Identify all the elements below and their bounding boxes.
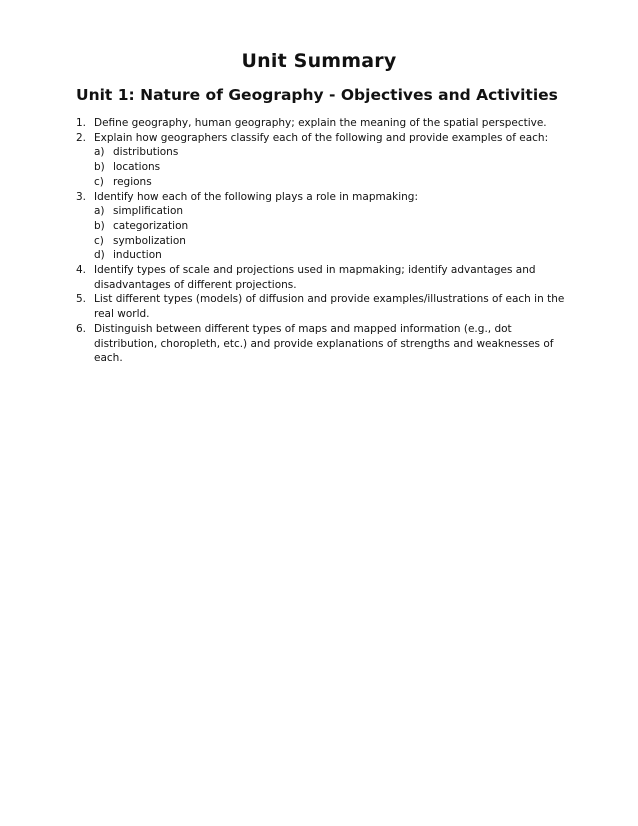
subitem-letter: c) — [94, 175, 104, 188]
objective-item — [76, 322, 576, 366]
objective-number: 4. — [76, 264, 87, 277]
objective-number: 1. — [76, 117, 87, 129]
subitem-text: simplification — [113, 205, 184, 218]
objective-subitem — [76, 248, 576, 263]
subitem-letter: a) — [94, 205, 105, 218]
subitem-letter: a) — [94, 146, 105, 159]
subitem-text: locations — [113, 161, 161, 174]
subitem-text: induction — [113, 249, 162, 262]
objective-text: Identify how each of the following plays a role in mapmaking: — [94, 190, 418, 203]
subitem-letter: b) — [94, 219, 105, 232]
objective-subitem — [76, 175, 576, 190]
objective-number: 3. — [76, 190, 87, 203]
objective-text: List different types (models) of diffusion and provide examples/illustrations of each in the real world. — [94, 293, 565, 321]
subitem-text: symbolization — [113, 234, 186, 247]
objectives-list — [76, 116, 576, 366]
subitem-text: distributions — [113, 146, 179, 159]
objective-item — [76, 116, 576, 131]
unit-heading: Unit 1: Nature of Geography - Objectives and Activities — [76, 86, 558, 104]
objective-number: 5. — [76, 293, 87, 306]
objective-text: Distinguish between different types of maps and mapped information (e.g., dot distribution, choropleth, etc.) and provide explanations of strengths and weaknesses of each. — [94, 322, 554, 365]
subitem-letter: d) — [94, 249, 105, 262]
subitem-letter: c) — [94, 234, 104, 247]
objective-item — [76, 190, 576, 205]
objective-text: Define geography, human geography; explain the meaning of the spatial perspective. — [94, 117, 547, 129]
objective-number: 6. — [76, 322, 87, 335]
objective-subitem — [76, 160, 576, 175]
objective-item — [76, 292, 576, 321]
objective-text: Identify types of scale and projections used in mapmaking; identify advantages and disadvantages of different projections. — [94, 264, 536, 291]
objective-item — [76, 263, 576, 292]
objective-subitem — [76, 234, 576, 249]
document-title: Unit Summary — [241, 50, 397, 72]
subitem-text: categorization — [113, 219, 189, 232]
objective-subitem — [76, 145, 576, 160]
objective-subitem — [76, 204, 576, 219]
objective-item — [76, 131, 576, 146]
objective-subitem — [76, 219, 576, 234]
subitem-text: regions — [113, 175, 152, 188]
objective-number: 2. — [76, 131, 87, 144]
subitem-letter: b) — [94, 161, 105, 174]
objective-text: Explain how geographers classify each of the following and provide examples of each: — [94, 131, 549, 144]
